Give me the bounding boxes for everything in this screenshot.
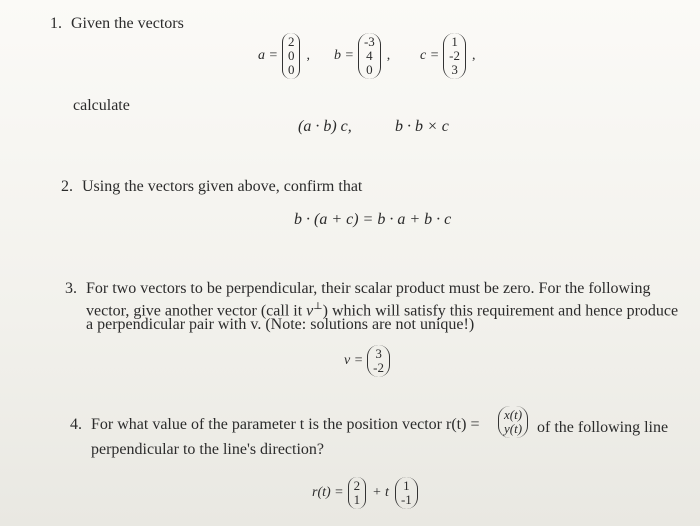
vector-b: b = -3 4 0 , [334,34,391,77]
q1-intro: Given the vectors [71,15,184,32]
vector-b-label: b = [334,48,354,63]
q1-expression-2: b · b × c [395,118,449,135]
line-direction-vector: 1 -1 [395,477,418,509]
q3-number: 3. [65,280,77,297]
plus-t-operator: + t [372,485,389,500]
vector-c: c = 1 -2 3 , [420,34,476,77]
q2-number: 2. [61,178,73,195]
q3-line-3: a perpendicular pair with v. (Note: solutions are not unique!) [86,316,475,333]
line-equation [312,477,418,509]
vector-a: a = 2 0 0 , [258,34,310,77]
vector-a-entries: 2 0 0 [282,33,301,79]
vector-v [344,345,390,377]
vector-v-label: v = [344,353,364,368]
q1-expression-1: (a · b) c, [298,118,352,135]
q4-line-1a: For what value of the parameter t is the position vector r(t) = [91,416,480,433]
vector-c-entries: 1 -2 3 [443,33,466,79]
position-vector-entries: x(t) y(t) [498,406,528,438]
q1-calculate-label: calculate [73,97,130,114]
line-point-vector: 2 1 [348,477,367,509]
q4-number: 4. [70,416,82,433]
q2-text: Using the vectors given above, confirm that [82,178,363,195]
vector-v-entries: 3 -2 [367,345,390,377]
position-vector [498,406,528,438]
q4-line-1b: of the following line [537,419,669,436]
vector-c-label: c = [420,48,440,63]
line-equation-lhs: r(t) = [312,485,344,500]
q4-line-2: perpendicular to the line's direction? [91,441,325,458]
q3-line-1: For two vectors to be perpendicular, their scalar product must be zero. For the following [86,280,651,297]
q2-equation: b · (a + c) = b · a + b · c [294,211,452,228]
vector-a-label: a = [258,48,278,63]
vector-b-entries: -3 4 0 [358,33,381,79]
q3-line-2: vector, give another vector (call it v⊥) which will satisfy this requirement and hence produce [86,301,679,320]
q1-number: 1. [50,15,62,32]
